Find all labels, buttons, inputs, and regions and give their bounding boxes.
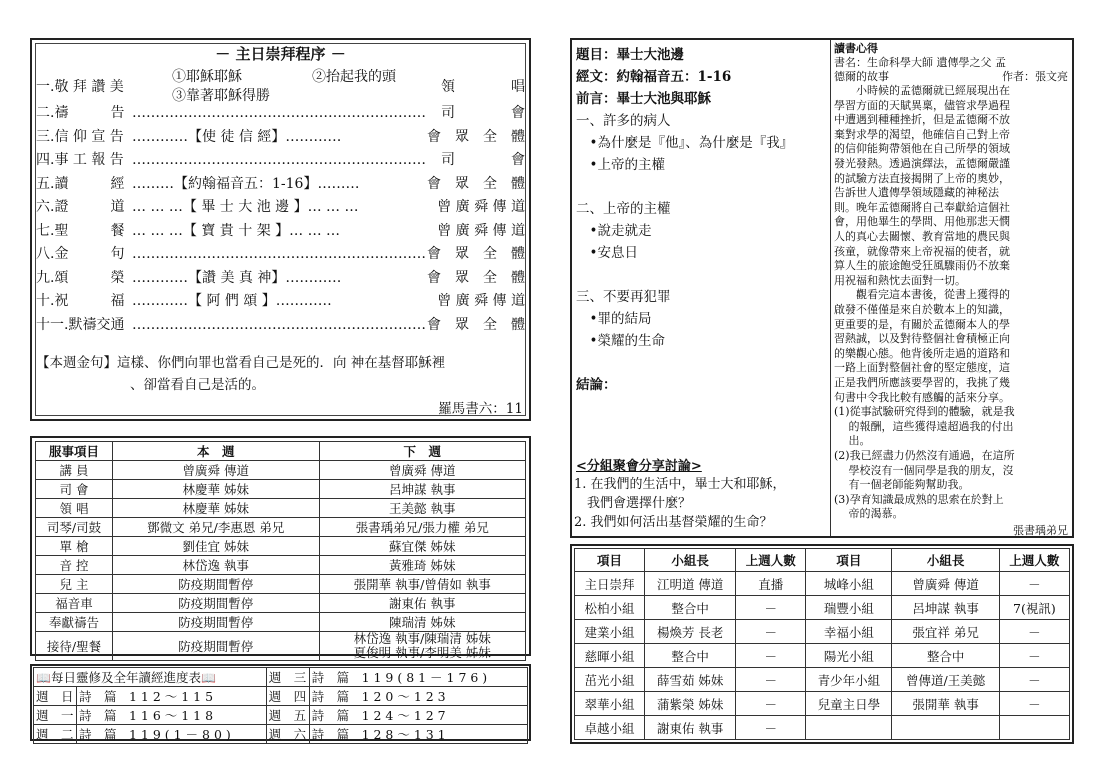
duty-cell: 防疫期間暫停 <box>113 632 320 661</box>
reading-cell: 詩 篇 1 2 8 ～ 1 3 1 <box>309 725 527 744</box>
sermon-line: 一、許多的病人 <box>576 113 671 129</box>
discussion-line: 2. 我們如何活出基督榮耀的生命？ <box>574 515 773 530</box>
duty-header: 服事項目 <box>36 442 113 461</box>
groups-cell: 城峰小組 <box>806 572 892 596</box>
reading-table <box>33 667 528 744</box>
groups-cell: － <box>736 716 806 740</box>
service-item-detail: …………【讚 美 真 神】………… <box>132 269 342 286</box>
sermon-line: 前言：畢士大池與耶穌 <box>576 91 711 107</box>
reflection-line: 學校沒有一個同學是我的朋友，沒 <box>834 463 1014 477</box>
duty-cell: 王美懿 執事 <box>319 499 526 518</box>
groups-cell: 松柏小組 <box>575 596 645 620</box>
sermon-line: 結論： <box>576 377 617 393</box>
groups-cell: 江明道 傳道 <box>645 572 736 596</box>
discussion-line: 1. 在我們的生活中，畢士大和耶穌， <box>574 477 786 492</box>
book-title-2: 德爾的故事 <box>834 70 889 83</box>
reading-cell: 週 一 <box>34 706 77 725</box>
groups-row <box>575 716 1070 740</box>
duty-box <box>30 436 531 660</box>
reflection-line: 算人生的旅途飽受狂風驟雨仍不放棄 <box>834 259 1010 273</box>
service-item-role: 會 眾 全 體 <box>427 269 525 286</box>
groups-box <box>570 544 1074 744</box>
duty-cell: 張開華 執事/曾倩如 執事 <box>319 575 526 594</box>
service-item-detail: ………【約翰福音五：1-16】……… <box>132 175 360 192</box>
verse-line-1: 【本週金句】這樣、你們向罪也當看自己是死的．向 神在基督耶穌裡 <box>36 355 446 371</box>
groups-table <box>574 548 1070 740</box>
reading-cell: 詩 篇 1 2 0 ～ 1 2 3 <box>309 687 527 706</box>
duty-cell: 曾廣舜 傳道 <box>319 461 526 480</box>
sermon-line: 三、不要再犯罪 <box>576 289 671 305</box>
groups-header: 上週人數 <box>999 549 1069 572</box>
duty-row <box>36 556 526 575</box>
reflection-line: 小時候的孟德爾就已經展現出在 <box>834 84 1010 97</box>
reading-cell: 週 二 <box>34 725 77 744</box>
reflection-line: 更重要的是，有關於孟德爾本人的學 <box>834 317 1010 331</box>
duty-row <box>36 632 526 661</box>
groups-cell: 曾廣舜 傳道 <box>892 572 999 596</box>
groups-row <box>575 596 1070 620</box>
duty-header: 本 週 <box>113 442 320 461</box>
service-item-role: 司 會 <box>441 152 525 168</box>
service-item-role: 會 眾 全 體 <box>427 128 525 145</box>
verse-line-2: 、卻當看自己是活的。 <box>130 377 265 393</box>
reflection-line: 的報酬，這些獲得遠超過我的付出 <box>834 419 1014 433</box>
service-item-role: 會 眾 全 體 <box>427 175 525 192</box>
groups-cell: － <box>736 644 806 668</box>
service-item-detail: …………【 阿 們 頌 】………… <box>132 293 332 309</box>
groups-header: 上週人數 <box>736 549 806 572</box>
duty-cell: 防疫期間暫停 <box>113 594 320 613</box>
duty-cell: 陳瑞清 姊妹 <box>319 613 526 632</box>
groups-cell: 蒲紫榮 姊妹 <box>645 692 736 716</box>
groups-cell: 整合中 <box>892 644 999 668</box>
reflection-line: 出。 <box>834 434 871 448</box>
duty-cell: 司琴/司鼓 <box>36 518 113 537</box>
reading-cell: 週 六 <box>266 725 309 744</box>
duty-cell: 鄧微文 弟兄/李惠恩 弟兄 <box>113 518 320 537</box>
groups-cell: 曾傳道/王美懿 <box>892 668 999 692</box>
duty-cell: 蘇宜傑 姊妹 <box>319 537 526 556</box>
book-author: 作者：張文亮 <box>1002 70 1068 83</box>
sermon-box <box>570 38 1074 538</box>
groups-cell: 張開華 執事 <box>892 692 999 716</box>
sermon-line: •為什麼是『他』、為什麼是『我』 <box>576 135 794 151</box>
reflection-line: 的樂觀心態。他背後所走過的道路和 <box>834 346 1010 360</box>
groups-cell: － <box>999 668 1069 692</box>
groups-cell: 青少年小組 <box>806 668 892 692</box>
reflection-line: 啟發不僅僅是來自於數本上的知識， <box>834 303 1010 316</box>
duty-cell <box>319 632 526 661</box>
service-item-detail: ……………………………………………………… <box>132 316 426 333</box>
reading-row <box>34 687 528 706</box>
service-item-label: 十.祝 福 <box>36 293 125 309</box>
duty-cell: 接待/聖餐 <box>36 632 113 661</box>
service-item-role: 曾 廣 舜 傳 道 <box>437 199 525 215</box>
reflection-author: 張書瑀弟兄 <box>1013 524 1068 537</box>
sermon-line: •榮耀的生命 <box>576 333 665 349</box>
groups-cell: － <box>736 596 806 620</box>
groups-cell: 建業小組 <box>575 620 645 644</box>
service-item-label: 二.禱 告 <box>36 105 125 121</box>
reflection-title: 讀書心得 <box>834 42 878 55</box>
duty-cell: 福音車 <box>36 594 113 613</box>
reflection-line: 句書中令我比較有感觸的話來分享。 <box>834 390 1010 404</box>
reading-title: 每日靈修及全年讀經進度表 <box>50 670 201 685</box>
reflection-line: 的信仰能夠帶領他在自己所學的領域 <box>834 142 1010 156</box>
hymn-3: ③靠著耶穌得勝 <box>172 88 270 104</box>
service-item-role: 領 唱 <box>441 79 525 95</box>
groups-cell: － <box>999 620 1069 644</box>
groups-cell: 直播 <box>736 572 806 596</box>
service-item-label: 六.證 道 <box>36 199 125 215</box>
groups-cell <box>806 716 892 740</box>
service-item-detail: ……………………………………………………… <box>132 152 426 168</box>
reflection-line: 則。晚年孟德爾將自己奉獻給這個社 <box>834 200 1010 214</box>
duty-cell: 謝東佑 執事 <box>319 594 526 613</box>
groups-header: 項目 <box>575 549 645 572</box>
duty-cell: 講 員 <box>36 461 113 480</box>
reading-cell: 週 日 <box>34 687 77 706</box>
service-item-detail: … … …【 畢 士 大 池 邊 】… … … <box>132 199 359 215</box>
groups-row <box>575 620 1070 644</box>
duty-cell: 呂坤謀 執事 <box>319 480 526 499</box>
service-item-role: 會 眾 全 體 <box>427 316 525 333</box>
groups-cell: － <box>736 668 806 692</box>
groups-cell: － <box>736 692 806 716</box>
groups-cell: 謝東佑 執事 <box>645 716 736 740</box>
book-icon: 📖 <box>36 671 51 685</box>
reflection-line: 學習方面的天賦異稟，儘管求學過程 <box>834 98 1010 112</box>
service-item-label: 十一.默禱交通 <box>36 316 125 333</box>
reading-cell: 詩 篇 1 2 4 ～ 1 2 7 <box>309 706 527 725</box>
service-order-box <box>30 38 531 421</box>
service-item-label: 八.金 句 <box>36 246 125 262</box>
reflection-line: 帝的渴慕。 <box>834 507 904 521</box>
sermon-line: •安息日 <box>576 245 638 261</box>
sermon-line: •上帝的主權 <box>576 157 665 173</box>
reading-cell: 週 五 <box>266 706 309 725</box>
verse-reference: 羅馬書六：11 <box>438 401 523 417</box>
duty-cell: 司 會 <box>36 480 113 499</box>
service-item-detail: … … …【 寶 貴 十 架 】… … … <box>132 222 341 239</box>
groups-header: 項目 <box>806 549 892 572</box>
duty-row <box>36 461 526 480</box>
reflection-line: 發光發熱。透過演繹法，孟德爾嚴謹 <box>834 157 1010 170</box>
duty-cell: 林慶華 姊妹 <box>113 499 320 518</box>
book-title: 書名：生命科學大師 遺傳學之父 孟 <box>834 56 1006 69</box>
groups-cell: 整合中 <box>645 596 736 620</box>
groups-cell: 整合中 <box>645 644 736 668</box>
reflection-line: 棄對求學的渴望，他確信自己對上帝 <box>834 127 1010 141</box>
groups-header: 小組長 <box>645 549 736 572</box>
groups-cell: － <box>736 620 806 644</box>
reflection-line: (2)我已經盡力仍然沒有通過，在這所 <box>834 449 1015 462</box>
duty-header: 下 週 <box>319 442 526 461</box>
duty-row <box>36 594 526 613</box>
reading-row <box>34 725 528 744</box>
duty-row <box>36 613 526 632</box>
groups-cell: 慈暉小組 <box>575 644 645 668</box>
duty-cell: 防疫期間暫停 <box>113 613 320 632</box>
duty-cell: 單 槍 <box>36 537 113 556</box>
duty-cell: 兒 主 <box>36 575 113 594</box>
service-item-detail: ……………………………………………………… <box>132 246 426 262</box>
groups-cell: 卓越小組 <box>575 716 645 740</box>
reading-box <box>30 664 531 741</box>
service-item-role: 曾 廣 舜 傳 道 <box>437 222 525 239</box>
duty-cell: 曾廣舜 傳道 <box>113 461 320 480</box>
duty-next-1: 林岱逸 執事/陳瑞清 姊妹 <box>353 631 491 646</box>
reflection-line: 有一個老師能夠幫助我。 <box>834 478 970 492</box>
groups-cell: 茁光小組 <box>575 668 645 692</box>
reflection-line: 告訴世人遺傳學領域隱藏的神秘法 <box>834 186 999 200</box>
reflection-line: 的試驗方法直接揭開了上帝的奧妙， <box>834 171 1010 185</box>
service-item-label: 五.讀 經 <box>36 175 125 192</box>
groups-cell: 兒童主日學 <box>806 692 892 716</box>
sermon-line: •說走就走 <box>576 223 652 239</box>
groups-row <box>575 644 1070 668</box>
groups-cell: 呂坤謀 執事 <box>892 596 999 620</box>
duty-row <box>36 518 526 537</box>
duty-table <box>35 441 526 661</box>
reflection-line: 一路上面對整個社會的堅定態度，這 <box>834 361 1010 375</box>
reflection-line: 用祝福和熱忱去面對一切。 <box>834 273 966 287</box>
duty-cell: 黃雅琦 姊妹 <box>319 556 526 575</box>
service-item-label: 四.事 工 報 告 <box>36 152 124 168</box>
reflection-line: (3)孕育知識最成熟的思索在於對上 <box>834 492 1004 506</box>
duty-cell: 音 控 <box>36 556 113 575</box>
duty-cell: 劉佳宜 姊妹 <box>113 537 320 556</box>
duty-cell: 防疫期間暫停 <box>113 575 320 594</box>
reflection-line: 習熱誠，以及對待整個社會積極正向 <box>834 332 1010 346</box>
service-title: － 主日崇拜程序 － <box>215 45 346 63</box>
sermon-line: 二、上帝的主權 <box>576 201 671 217</box>
groups-cell: － <box>999 572 1069 596</box>
duty-cell: 張書瑀弟兄/張力權 弟兄 <box>319 518 526 537</box>
sermon-line: 題目：畢士大池邊 <box>576 47 684 63</box>
sermon-line: 經文：約翰福音五：1-16 <box>576 69 732 85</box>
reading-passage: 詩 篇 1 1 9 ( 8 1 － 1 7 6 ) <box>309 668 527 687</box>
groups-cell: － <box>999 644 1069 668</box>
service-item-detail: ……………………………………………………… <box>132 105 426 121</box>
service-item-detail: …………【使 徒 信 經】………… <box>132 128 342 145</box>
reading-day: 週 三 <box>266 668 309 687</box>
reflection-line: 孩童，就像帶來上帝祝福的使者，就 <box>834 244 1010 258</box>
reading-row <box>34 668 528 687</box>
hymn-1: ①耶穌耶穌 <box>172 69 242 85</box>
discussion-title: <分組聚會分享討論> <box>576 459 702 474</box>
duty-cell: 奉獻禱告 <box>36 613 113 632</box>
duty-cell: 林岱逸 執事 <box>113 556 320 575</box>
groups-cell <box>999 716 1069 740</box>
duty-cell: 領 唱 <box>36 499 113 518</box>
service-item-role: 會 眾 全 體 <box>427 246 525 262</box>
sermon-line: •罪的結局 <box>576 311 652 327</box>
duty-row <box>36 480 526 499</box>
groups-cell: 主日崇拜 <box>575 572 645 596</box>
groups-cell: 楊煥芳 長老 <box>645 620 736 644</box>
duty-cell: 林慶華 姊妹 <box>113 480 320 499</box>
reflection-line: (1)從事試驗研究得到的體驗，就是我 <box>834 405 1015 419</box>
reading-cell: 詩 篇 1 1 6 ～ 1 1 8 <box>77 706 267 725</box>
groups-cell: 張宜祥 弟兄 <box>892 620 999 644</box>
groups-cell: 7(視訊) <box>999 596 1069 620</box>
groups-cell: 幸福小組 <box>806 620 892 644</box>
groups-header: 小組長 <box>892 549 999 572</box>
reading-cell: 週 四 <box>266 687 309 706</box>
reflection-line: 中遭遇到種種挫折，但是孟德爾不放 <box>834 113 1010 127</box>
groups-cell: 瑞豐小組 <box>806 596 892 620</box>
discussion-line: 我們會選擇什麼？ <box>574 496 692 511</box>
reading-header <box>34 668 267 687</box>
reflection-line: 人的真心去關懷、教育當地的農民與 <box>834 230 1010 243</box>
service-item-label: 一.敬 拜 讚 美 <box>36 79 124 95</box>
service-item-role: 司 會 <box>441 105 525 121</box>
reflection-line: 會，用他畢生的學問、用他那悲天憫 <box>834 215 1010 229</box>
reflection-column <box>832 40 1072 536</box>
service-item-label: 九.頌 榮 <box>36 269 125 286</box>
sermon-column <box>572 40 831 536</box>
groups-row <box>575 692 1070 716</box>
duty-row <box>36 537 526 556</box>
book-icon: 📖 <box>200 671 216 685</box>
reflection-line: 觀看完這本書後，從書上獲得的 <box>834 288 1010 302</box>
reflection-line: 正是我們所應該要學習的，我挑了幾 <box>834 376 1010 389</box>
groups-cell: － <box>999 692 1069 716</box>
groups-row <box>575 668 1070 692</box>
duty-row <box>36 575 526 594</box>
duty-row <box>36 499 526 518</box>
service-item-label: 七.聖 餐 <box>36 222 125 239</box>
service-item-label: 三.信 仰 宣 告 <box>36 128 124 145</box>
reading-cell: 詩 篇 1 1 2 ～ 1 1 5 <box>77 687 267 706</box>
service-item-role: 曾 廣 舜 傳 道 <box>437 293 525 309</box>
duty-next-2: 夏俊明 執事/李明美 姊妹 <box>353 645 491 660</box>
groups-cell <box>892 716 999 740</box>
groups-cell: 薛雪茹 姊妹 <box>645 668 736 692</box>
reading-row <box>34 706 528 725</box>
reading-cell: 詩 篇 1 1 9 ( 1 － 8 0 ) <box>77 725 267 744</box>
groups-cell: 陽光小組 <box>806 644 892 668</box>
groups-row <box>575 572 1070 596</box>
hymn-2: ②抬起我的頭 <box>312 69 396 85</box>
groups-cell: 翠華小組 <box>575 692 645 716</box>
